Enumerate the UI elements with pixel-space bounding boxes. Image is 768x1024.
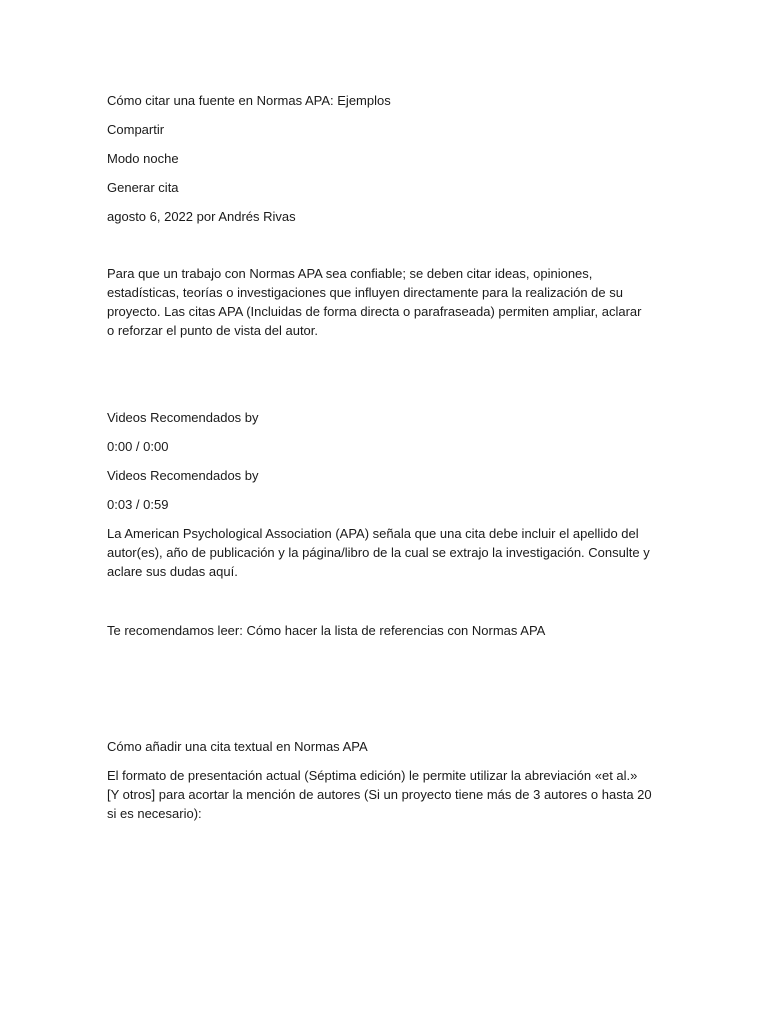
- share-link[interactable]: Compartir: [107, 122, 165, 137]
- generate-citation-link[interactable]: Generar cita: [107, 180, 179, 195]
- recommended-reading-link[interactable]: Te recomendamos leer: Cómo hacer la lista de referencias con Normas APA: [107, 623, 546, 638]
- video-time: 0:00 / 0:00: [107, 439, 169, 454]
- section-heading: Cómo añadir una cita textual en Normas APA: [107, 739, 368, 754]
- intro-paragraph: Para que un trabajo con Normas APA sea confiable; se deben citar ideas, opiniones, estadísticas, teorías o investigaciones que influyen directamente para la realización de su proyecto. Las citas APA (Incluidas de forma directa o parafraseada) permiten ampliar, aclarar o reforzar el punto de vista del autor.: [107, 266, 642, 338]
- night-mode-link[interactable]: Modo noche: [107, 151, 179, 166]
- document-title: Cómo citar una fuente en Normas APA: Ejemplos: [107, 93, 391, 108]
- videos-recommended-label: Videos Recomendados by: [107, 410, 259, 425]
- byline: agosto 6, 2022 por Andrés Rivas: [107, 209, 296, 224]
- format-paragraph: El formato de presentación actual (Séptima edición) le permite utilizar la abreviación «et al.» [Y otros] para acortar la mención de autores (Si un proyecto tiene más de 3 autores o hasta 20 si es necesario):: [107, 768, 652, 821]
- apa-paragraph: La American Psychological Association (APA) señala que una cita debe incluir el apellido del autor(es), año de publicación y la página/libro de la cual se extrajo la investigación. Consulte y aclare sus dudas aquí.: [107, 526, 650, 579]
- videos-recommended-label: Videos Recomendados by: [107, 468, 259, 483]
- video-time: 0:03 / 0:59: [107, 497, 169, 512]
